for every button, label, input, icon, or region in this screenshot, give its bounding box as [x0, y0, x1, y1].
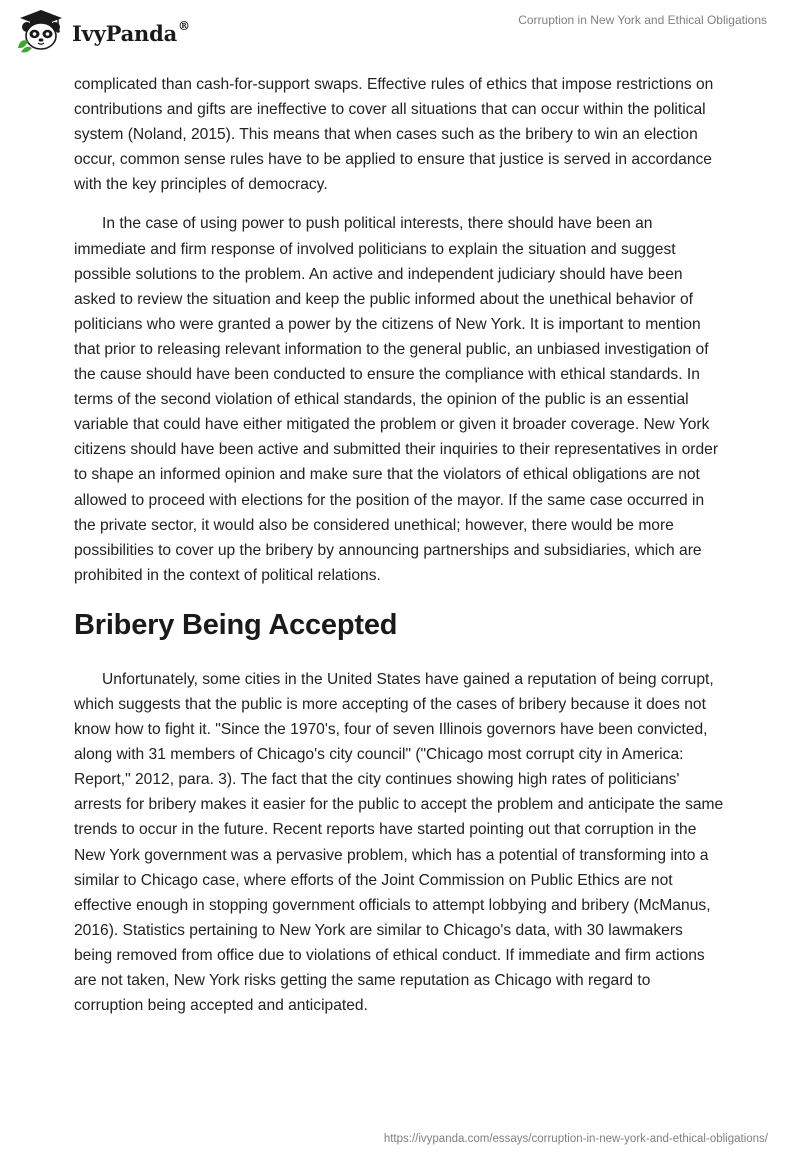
essay-body [74, 72, 724, 1018]
document-title: Corruption in New York and Ethical Obligations [518, 13, 767, 27]
brand-logo[interactable] [16, 8, 190, 54]
paragraph: In the case of using power to push political interests, there should have been an immediate and firm response of involved politicians to explain the situation and suggest possible solutions to the problem. An active and independent judiciary should have been asked to review the situation and keep the public informed about the unethical behavior of politicians who were granted a power by the citizens of New York. It is important to mention that prior to releasing relevant information to the general public, an unbiased investigation of the cause should have been conducted to ensure the compliance with ethical standards. In terms of the second violation of ethical standards, the opinion of the public is an essential variable that could have either mitigated the problem or given it broader coverage. New York citizens should have been active and submitted their inquiries to their representatives in order to shape an informed opinion and make sure that the violators of ethical obligations are not allowed to proceed with elections for the position of the mayor. If the same case occurred in the private sector, it would also be considered unethical; however, there would be more possibilities to cover up the bribery by announcing partnerships and subsidiaries, which are prohibited in the context of political relations. [74, 215, 719, 584]
paragraph: Unfortunately, some cities in the United States have gained a reputation of being corrupt, which suggests that the public is more accepting of the cases of bribery because it does not know how to fight it. "Since the 1970's, four of seven Illinois governors have been convicted, along with 31 members of Chicago's city council" ("Chicago most corrupt city in America: Report," 2012, para. 3). The fact that the city continues showing high rates of politicians' arrests for bribery makes it easier for the public to accept the problem and anticipate the same trends to occur in the future. Recent reports have started pointing out that corruption in the New York government was a pervasive problem, which has a potential of transforming into a similar to Chicago case, where efforts of the Joint Commission on Public Ethics are not effective enough in stopping government officials to attempt lobbying and bribery (McManus, 2016). Statistics pertaining to New York are similar to Chicago's data, with 30 lawmakers being removed from office due to violations of ethical conduct. If immediate and firm actions are not taken, New York risks getting the same reputation as Chicago with regard to corruption being accepted and anticipated. [74, 670, 724, 1015]
source-url: https://ivypanda.com/essays/corruption-in-new-york-and-ethical-obligations/ [383, 1133, 768, 1145]
panda-graduate-icon [16, 8, 66, 54]
brand-name: IvyPanda® [72, 18, 190, 46]
page-header [0, 0, 800, 60]
section-heading: Bribery Being Accepted [74, 608, 398, 641]
paragraph: complicated than cash-for-support swaps. Effective rules of ethics that impose restrictions on contributions and gifts are ineffective to cover all situations that can occur within the political system (Noland, 2015). This means that when cases such as the bribery to win an election occur, common sense rules have to be applied to ensure that justice is served in accordance with the key principles of democracy. [74, 76, 714, 194]
